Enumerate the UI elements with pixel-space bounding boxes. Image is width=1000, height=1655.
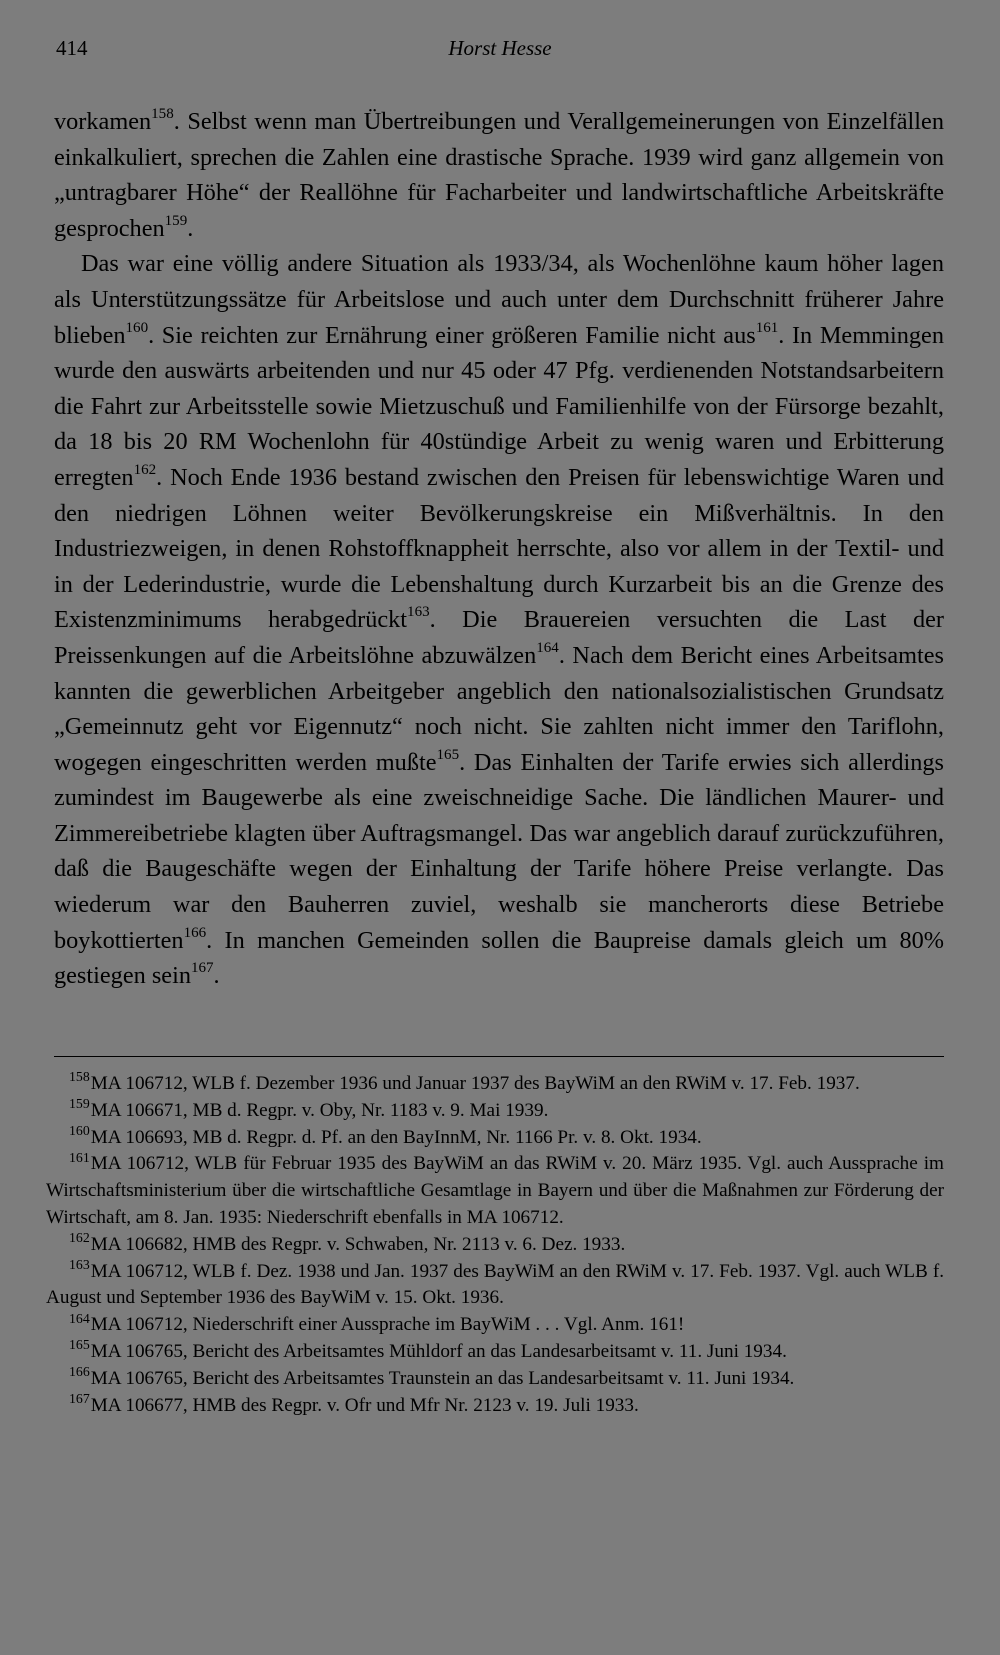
text-run: . Noch Ende 1936 bestand zwischen den Preisen für lebenswichtige Waren und den niedrigen Löhnen weiter Bevölkerungskreise ein Mißverhältnis. In den Industriezweigen, in denen Rohstoffknappheit herrschte, also vor allem in der Textil- und in der Lederindustrie, wurde die Lebenshaltung durch Kurzarbeit bis an die Grenze des Existenzminimums herabgedrückt [54, 463, 944, 634]
footnote-text: MA 106682, HMB des Regpr. v. Schwaben, Nr. 2113 v. 6. Dez. 1933. [90, 1233, 626, 1255]
footnote [46, 1390, 944, 1420]
footnotes [46, 1071, 944, 1419]
footnote [46, 1256, 944, 1313]
footnote [46, 1098, 944, 1125]
footnote-ref-165: 165 [436, 746, 460, 763]
footnote [46, 1366, 944, 1393]
footnote-number: 164 [69, 1310, 90, 1326]
paragraph-continued [54, 104, 944, 246]
footnote-number: 166 [69, 1364, 90, 1380]
text-run: . [187, 214, 194, 242]
footnote-number: 158 [69, 1069, 90, 1085]
footnote-text: MA 106693, MB d. Regpr. d. Pf. an den BayInnM, Nr. 1166 Pr. v. 8. Okt. 1934. [90, 1126, 702, 1148]
footnote-text: MA 106712, WLB f. Dezember 1936 und Januar 1937 des BayWiM an den RWiM v. 17. Feb. 1937. [90, 1073, 860, 1094]
text-run: . Selbst wenn man Übertreibungen und Verallgemeinerungen von Einzelfällen einkalkuliert, sprechen die Zahlen eine drastische Sprache. 1939 wird ganz allgemein von „untragbarer Höhe“ der Reallöhne für Facharbeiter und landwirtschaftliche Arbeitskräfte gesprochen [54, 108, 944, 242]
footnote-ref-162: 162 [133, 462, 157, 479]
text-run: . Die Brauereien versuchten die Last der Preissenkungen auf die Arbeitslöhne abzuwälzen [54, 606, 944, 669]
footnote [46, 1125, 944, 1152]
footnote-number: 162 [69, 1230, 90, 1246]
paragraph [54, 246, 944, 993]
main-text [54, 104, 944, 994]
footnote-number: 165 [69, 1337, 90, 1353]
text-run: . Das Einhalten der Tarife erwies sich allerdings zumindest im Baugewerbe als eine zweischneidige Sache. Die ländlichen Maurer- und Zimmereibetriebe klagten über Auftragsmangel. Das war angeblich darauf zurückzuführen, daß die Baugeschäfte wegen der Einhaltung der Tarife höhere Preise verlangte. Das wiederum war den Bauherren zuviel, weshalb sie mancherorts diese Betriebe boykottierten [54, 748, 944, 954]
footnote-ref-161: 161 [755, 319, 779, 336]
page-header [56, 36, 944, 66]
footnote-number: 159 [69, 1096, 90, 1112]
text-run: . In Memmingen wurde den auswärts arbeitenden und nur 45 oder 47 Pfg. verdienenden Notstandsarbeitern die Fahrt zur Arbeitsstelle sowie Mietzuschuß und Familienhilfe von der Fürsorge bezahlt, da 18 bis 20 RM Wochenlohn für 40stündige Arbeit zu wenig waren und Erbitterung erregten [54, 321, 944, 491]
footnote-divider [54, 1056, 944, 1057]
page-number: 414 [56, 36, 88, 60]
footnote-ref-159: 159 [164, 212, 188, 229]
footnote-text: MA 106712, Niederschrift einer Aussprache im BayWiM . . . Vgl. Anm. 161! [90, 1314, 685, 1336]
text-run: . [213, 962, 220, 990]
footnote-ref-158: 158 [151, 106, 174, 123]
footnote-ref-160: 160 [125, 319, 149, 336]
footnote-ref-167: 167 [190, 960, 214, 977]
footnote-text: MA 106677, HMB des Regpr. v. Ofr und Mfr Nr. 2123 v. 19. Juli 1933. [90, 1394, 639, 1416]
footnote [46, 1071, 944, 1098]
footnote [46, 1312, 944, 1339]
footnote-ref-166: 166 [183, 924, 207, 941]
running-head: Horst Hesse [448, 36, 552, 60]
footnote-text: MA 106671, MB d. Regpr. v. Oby, Nr. 1183 v. 9. Mai 1939. [90, 1099, 549, 1121]
text-run: . In manchen Gemeinden sollen die Baupreise damals gleich um 80% gestiegen sein [54, 926, 944, 990]
footnote-text: MA 106712, WLB für Februar 1935 des BayWiM an das RWiM v. 20. März 1935. Vgl. auch Aussprache im Wirtschaftsministerium über die wirtschaftliche Gesamtlage in Bayern und über die Maßnahmen zur Förderung der Wirtschaft, am 8. Jan. 1935: Niederschrift ebenfalls in MA 106712. [46, 1153, 944, 1228]
footnote-number: 163 [69, 1256, 90, 1272]
text-run: . Sie reichten zur Ernährung einer größeren Familie nicht aus [148, 321, 756, 349]
footnote-ref-164: 164 [536, 640, 559, 657]
footnote-text: MA 106765, Bericht des Arbeitsamtes Traunstein an das Landesarbeitsamt v. 11. Juni 1934. [90, 1367, 795, 1389]
text-run: vorkamen [54, 108, 152, 135]
text-run: Das war eine völlig andere Situation als 1933/34, als Wochenlöhne kaum höher lagen als Unterstützungssätze für Arbeitslose und auch unter dem Durchschnitt früherer Jahre blieben [54, 250, 944, 349]
footnote [46, 1339, 944, 1366]
footnote-ref-163: 163 [407, 604, 430, 621]
footnote-text: MA 106712, WLB f. Dez. 1938 und Jan. 1937 des BayWiM an den RWiM v. 17. Feb. 1937. Vgl. auch WLB f. August und September 1936 des BayWiM v. 15. Okt. 1936. [46, 1260, 944, 1309]
footnote [46, 1232, 944, 1259]
footnote-text: MA 106765, Bericht des Arbeitsamtes Mühldorf an das Landesarbeitsamt v. 11. Juni 1934. [90, 1340, 787, 1362]
footnote-number: 160 [69, 1123, 90, 1138]
footnote-number: 167 [69, 1390, 90, 1406]
footnote-number: 161 [69, 1149, 90, 1165]
footnote [46, 1151, 944, 1231]
text-run: . Nach dem Bericht eines Arbeitsamtes kannten die gewerblichen Arbeitgeber angeblich den nationalsozialistischen Grundsatz „Gemeinnutz geht vor Eigennutz“ noch nicht. Sie zahlten nicht immer den Tariflohn, wogegen eingeschritten werden mußte [54, 641, 945, 776]
